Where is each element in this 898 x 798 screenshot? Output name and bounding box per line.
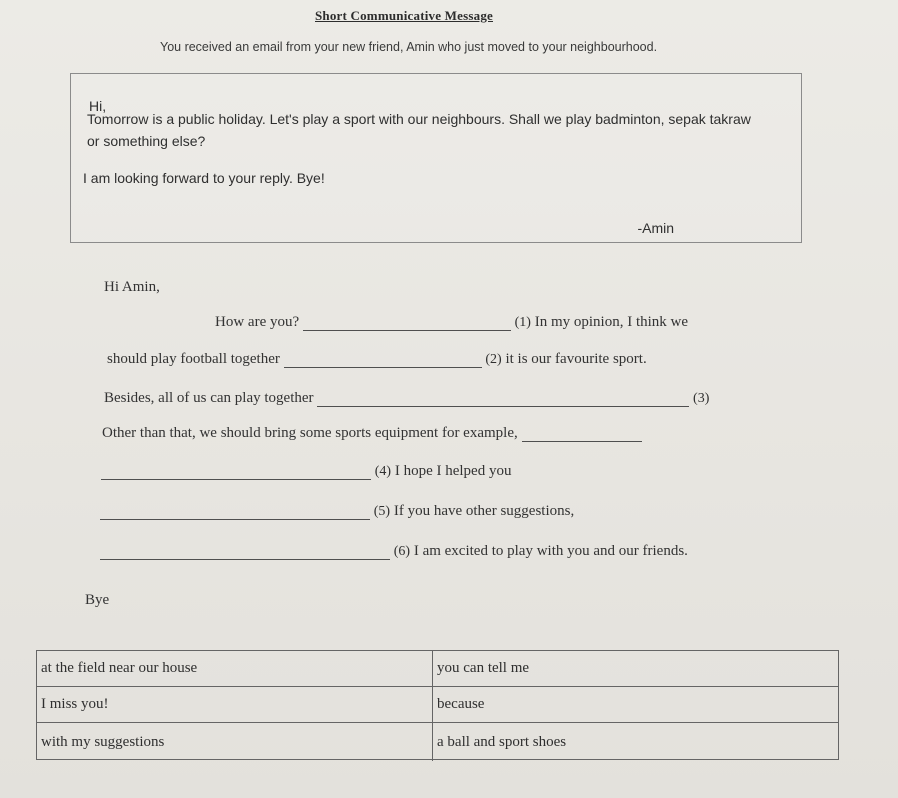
email-signature: -Amin bbox=[637, 220, 674, 236]
reply-line-7 bbox=[100, 543, 688, 560]
answer-option: you can tell me bbox=[433, 651, 838, 687]
blank-6[interactable] bbox=[100, 547, 390, 560]
blank-6-number: (6) bbox=[393, 544, 411, 559]
blank-2[interactable] bbox=[284, 355, 482, 368]
reply-line-4 bbox=[102, 425, 642, 442]
blank-1[interactable] bbox=[303, 318, 511, 331]
reply-line-3 bbox=[104, 390, 709, 407]
reply-line-3-start: Besides, all of us can play together bbox=[104, 390, 314, 406]
answer-option: a ball and sport shoes bbox=[437, 733, 567, 750]
reply-line-6-end: If you have other suggestions, bbox=[393, 503, 575, 519]
answer-options-table bbox=[36, 650, 839, 760]
reply-closing: Bye bbox=[85, 592, 110, 608]
reply-line-4-start: Other than that, we should bring some sports equipment for example, bbox=[102, 425, 518, 441]
reply-line-2-start: should play football together bbox=[107, 351, 280, 367]
reply-line-5-end: I hope I helped you bbox=[394, 463, 512, 479]
blank-5[interactable] bbox=[100, 507, 370, 520]
email-greeting: Hi, bbox=[89, 98, 107, 114]
worksheet-title: Short Communicative Message bbox=[315, 8, 493, 23]
blank-2-number: (2) bbox=[485, 352, 502, 367]
reply-line-5 bbox=[101, 463, 511, 480]
email-body-paragraph-2: I am looking forward to your reply. Bye! bbox=[83, 170, 325, 186]
blank-4-start[interactable] bbox=[522, 429, 642, 442]
email-body-paragraph-1: Tomorrow is a public holiday. Let's play a sport with our neighbours. Shall we play badminton, sepak takraw or something else? bbox=[87, 111, 751, 149]
instruction-text: You received an email from your new friend, Amin who just moved to your neighbourhood. bbox=[160, 40, 658, 54]
blank-1-number: (1) bbox=[514, 315, 531, 330]
blank-4-number: (4) bbox=[374, 464, 392, 479]
reply-line-2-end: it is our favourite sport. bbox=[505, 351, 647, 367]
answer-option: with my suggestions bbox=[37, 723, 433, 761]
blank-4[interactable] bbox=[101, 467, 371, 480]
blank-3-number: (3) bbox=[693, 391, 710, 406]
answer-option: because bbox=[433, 687, 838, 723]
blank-3[interactable] bbox=[317, 394, 689, 407]
answer-option: I miss you! bbox=[37, 687, 433, 723]
blank-5-number: (5) bbox=[373, 504, 391, 519]
reply-greeting: Hi Amin, bbox=[104, 279, 160, 295]
reply-line-1-start: How are you? bbox=[215, 314, 300, 330]
reply-line-6 bbox=[100, 503, 574, 520]
answer-option: at the field near our house bbox=[37, 651, 433, 687]
reply-line-1 bbox=[215, 314, 688, 331]
reply-line-7-end: I am excited to play with you and our friends. bbox=[413, 543, 688, 559]
reply-line-2 bbox=[107, 351, 647, 368]
reply-line-1-end: In my opinion, I think we bbox=[534, 314, 689, 330]
